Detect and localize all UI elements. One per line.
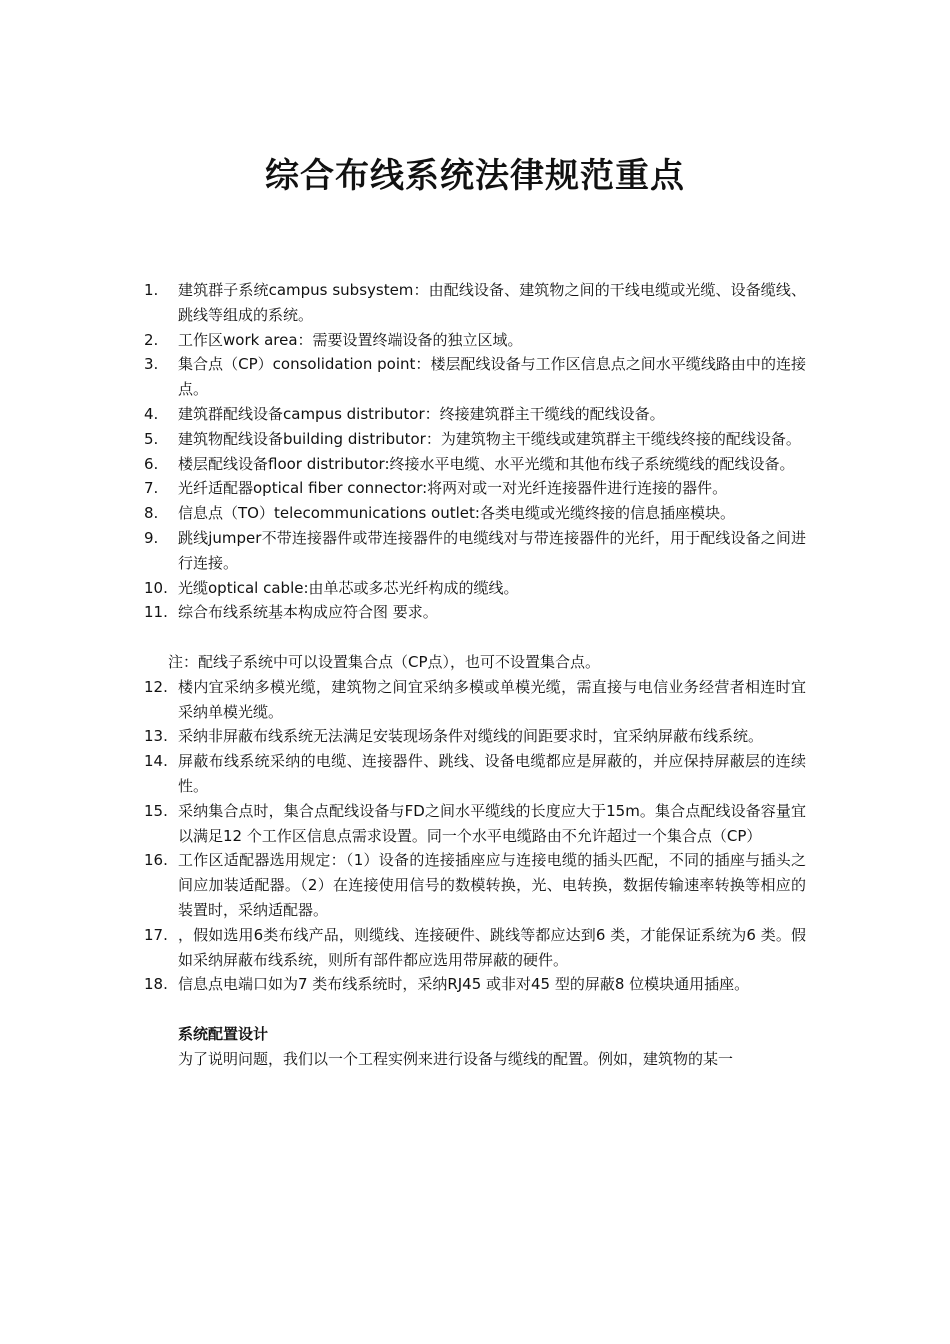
- item-number: 11.: [144, 603, 168, 622]
- item-number: 15.: [144, 801, 168, 820]
- item-text: 光纤适配器optical fiber connector:将两对或一对光纤连接器件进行连接的器件。: [178, 479, 728, 498]
- definition-list: [0, 278, 950, 1072]
- item-number: 2.: [144, 330, 159, 349]
- list-item: [0, 526, 806, 576]
- item-text: 建筑物配线设备building distributor：为建筑物主干缆线或建筑群主干缆线终接的配线设备。: [178, 429, 801, 448]
- item-number: 4.: [144, 404, 159, 423]
- document-title: 综合布线系统法律规范重点: [265, 156, 685, 196]
- list-item: [0, 328, 806, 353]
- item-number: 9.: [144, 528, 159, 547]
- item-text: ，假如选用6类布线产品，则缆线、连接硬件、跳线等都应达到6 类，才能保证系统为6 类。假如采纳屏蔽布线系统，则所有部件都应选用带屏蔽的硬件。: [178, 925, 806, 969]
- item-number: 12.: [144, 677, 168, 696]
- list-item: [0, 476, 806, 501]
- item-text: 工作区适配器选用规定：（1）设备的连接插座应与连接电缆的插头匹配，不同的插座与插头之间应加装适配器。（2）在连接使用信号的数模转换，光、电转换，数据传输速率转换等相应的装置时，采纳适配器。: [178, 851, 806, 919]
- list-item: [0, 799, 806, 849]
- list-item: [0, 501, 806, 526]
- item-text: 信息点电端口如为7 类布线系统时，采纳RJ45 或非对45 型的屏蔽8 位模块通用插座。: [178, 975, 750, 994]
- list-item: [0, 724, 806, 749]
- item-text: 楼内宜采纳多模光缆，建筑物之间宜采纳多模或单模光缆，需直接与电信业务经营者相连时宜采纳单模光缆。: [178, 677, 806, 721]
- list-item: [0, 675, 806, 725]
- list-item: [0, 278, 806, 328]
- list-item: [0, 848, 806, 922]
- list-item: [0, 402, 806, 427]
- list-item: [0, 352, 806, 402]
- section-heading: 系统配置设计: [178, 1024, 269, 1043]
- item-number: 5.: [144, 429, 159, 448]
- list-item: [0, 576, 806, 601]
- item-text: 光缆optical cable:由单芯或多芯光纤构成的缆线。: [178, 578, 519, 597]
- item-number: 3.: [144, 355, 159, 374]
- list-item: [0, 452, 806, 477]
- item-number: 14.: [144, 752, 168, 771]
- item-text: 跳线jumper不带连接器件或带连接器件的电缆线对与带连接器件的光纤，用于配线设备之间进行连接。: [178, 528, 806, 572]
- item-number: 6.: [144, 454, 159, 473]
- item-text: 采纳集合点时，集合点配线设备与FD之间水平缆线的长度应大于15m。集合点配线设备容量宜以满足12 个工作区信息点需求设置。同一个水平电缆路由不允许超过一个集合点（CP）: [178, 801, 806, 845]
- item-number: 16.: [144, 851, 168, 870]
- list-item: [0, 427, 806, 452]
- item-number: 10.: [144, 578, 168, 597]
- item-text: 综合布线系统基本构成应符合图 要求。: [178, 603, 438, 622]
- item-text: 屏蔽布线系统采纳的电缆、连接器件、跳线、设备电缆都应是屏蔽的，并应保持屏蔽层的连续性。: [178, 752, 806, 795]
- item-text: 建筑群配线设备campus distributor：终接建筑群主干缆线的配线设备。: [178, 404, 665, 423]
- list-item: [0, 972, 806, 997]
- item-number: 13.: [144, 727, 168, 746]
- item-text: 集合点（CP）consolidation point：楼层配线设备与工作区信息点之间水平缆线路由中的连接点。: [178, 355, 806, 399]
- item-number: 17.: [144, 925, 168, 944]
- note-text: 注：配线子系统中可以设置集合点（CP点），也可不设置集合点。: [168, 652, 601, 671]
- item-text: 采纳非屏蔽布线系统无法满足安装现场条件对缆线的间距要求时，宜采纳屏蔽布线系统。: [178, 727, 764, 746]
- item-text: 楼层配线设备floor distributor:终接水平电缆、水平光缆和其他布线子系统缆线的配线设备。: [178, 454, 795, 473]
- item-text: 建筑群子系统campus subsystem：由配线设备、建筑物之间的干线电缆或光缆、设备缆线、跳线等组成的系统。: [178, 281, 806, 324]
- section-paragraph: 为了说明问题，我们以一个工程实例来进行设备与缆线的配置。例如，建筑物的某一: [178, 1049, 734, 1068]
- list-item: [0, 600, 806, 625]
- list-item: [0, 923, 806, 973]
- item-text: 信息点（TO）telecommunications outlet:各类电缆或光缆终接的信息插座模块。: [178, 504, 735, 523]
- item-number: 18.: [144, 975, 168, 994]
- list-item: [0, 749, 806, 799]
- item-number: 1.: [144, 281, 159, 299]
- item-number: 7.: [144, 479, 159, 498]
- item-text: 工作区work area：需要设置终端设备的独立区域。: [178, 330, 523, 349]
- item-number: 8.: [144, 504, 159, 523]
